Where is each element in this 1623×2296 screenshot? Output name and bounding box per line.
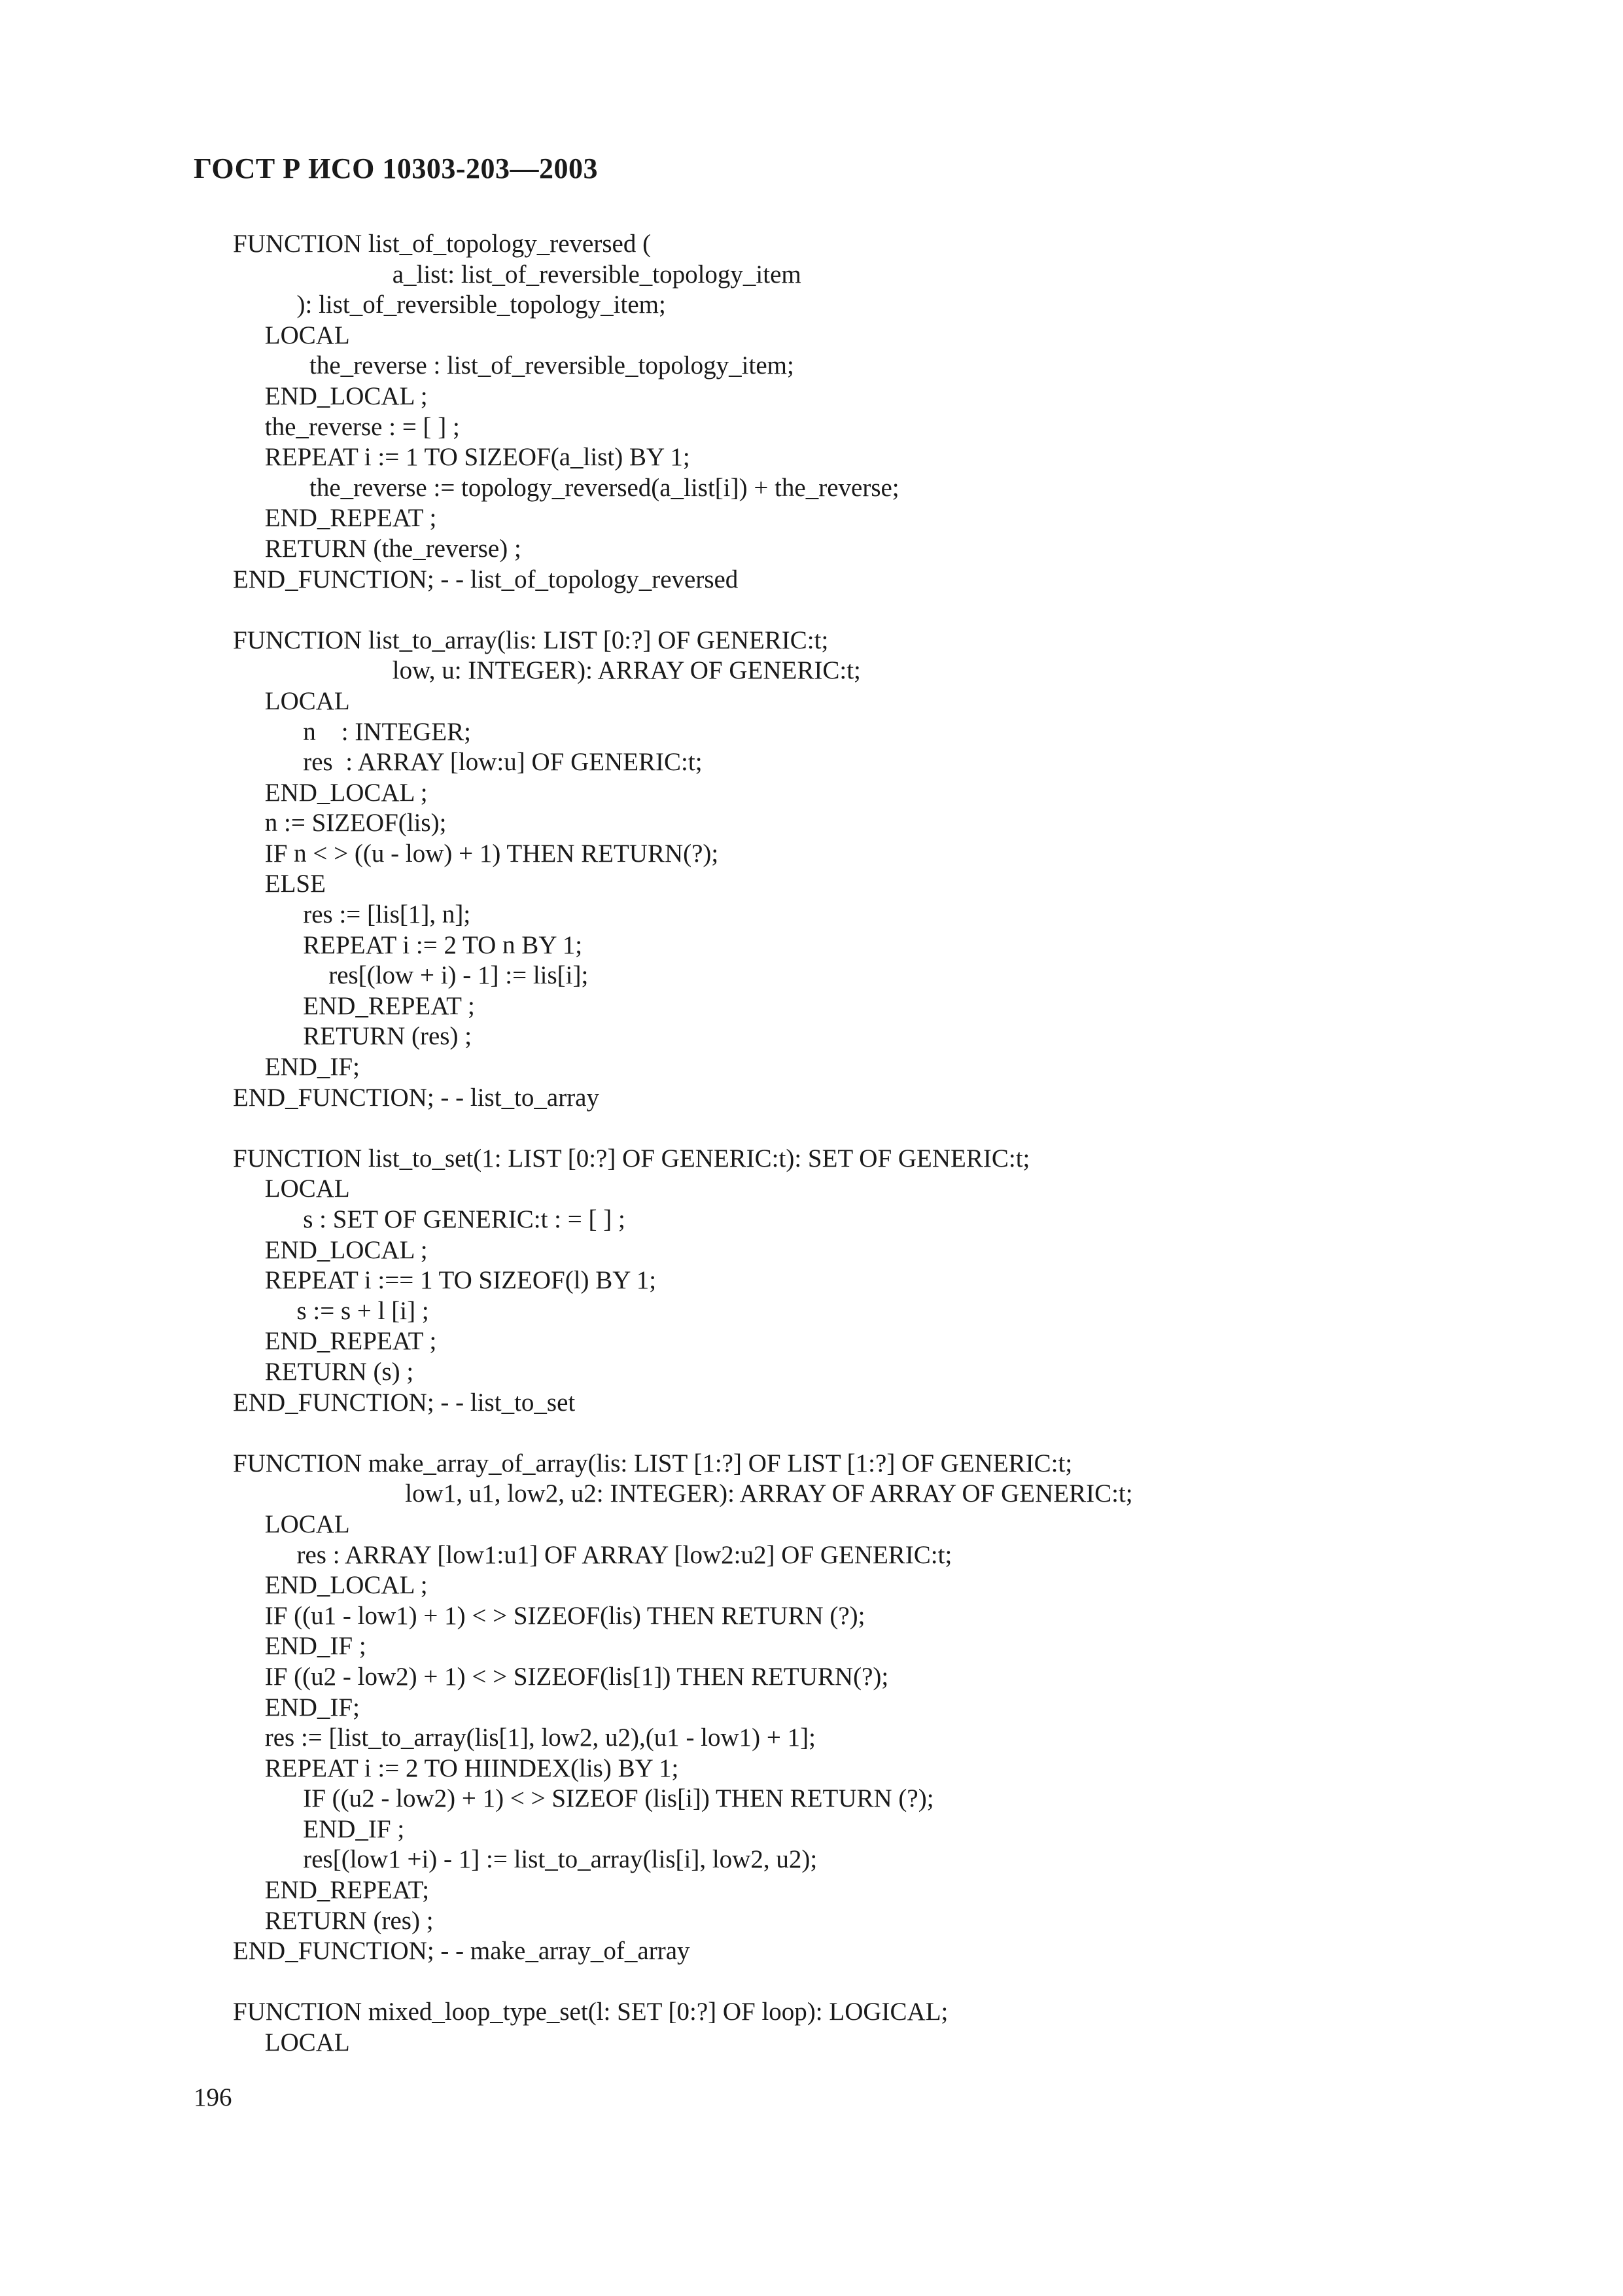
code-blank-line: [233, 595, 1541, 626]
code-blank-line: [233, 1967, 1541, 1998]
code-line-33: s : SET OF GENERIC:t : = [ ] ;: [233, 1205, 625, 1233]
code-line-54: res[(low1 +i) - 1] := list_to_array(lis[i], low2, u2);: [233, 1845, 818, 1874]
code-line-12: END_FUNCTION; - - list_of_topology_reversed: [233, 565, 739, 593]
page-number: 196: [194, 2083, 232, 2111]
code-line-55: END_REPEAT;: [233, 1876, 430, 1905]
code-line-26: END_REPEAT ;: [233, 991, 475, 1020]
code-line-3: ): list_of_reversible_topology_item;: [233, 291, 666, 319]
code-line-45: END_LOCAL ;: [233, 1571, 428, 1600]
code-line-34: END_LOCAL ;: [233, 1235, 428, 1264]
code-line-11: RETURN (the_reverse) ;: [233, 534, 521, 563]
code-line-35: REPEAT i :== 1 TO SIZEOF(l) BY 1;: [233, 1266, 657, 1295]
page-header: ГОСТ Р ИСО 10303-203—2003: [194, 152, 599, 185]
code-line-7: the_reverse : = [ ] ;: [233, 412, 460, 441]
code-line-44: res : ARRAY [low1:u1] OF ARRAY [low2:u2] OF GENERIC:t;: [233, 1540, 952, 1569]
code-line-2: a_list: list_of_reversible_topology_item: [233, 260, 801, 289]
code-line-16: LOCAL: [233, 686, 350, 715]
code-line-39: END_FUNCTION; - - list_to_set: [233, 1388, 576, 1417]
code-line-56: RETURN (res) ;: [233, 1906, 434, 1935]
code-line-32: LOCAL: [233, 1174, 350, 1203]
code-line-49: END_IF;: [233, 1693, 360, 1722]
code-blank-line: [233, 1418, 1541, 1449]
code-line-9: the_reverse := topology_reversed(a_list[i]) + the_reverse;: [233, 473, 899, 502]
code-line-10: END_REPEAT ;: [233, 504, 437, 533]
code-line-6: END_LOCAL ;: [233, 381, 428, 410]
code-line-24: REPEAT i := 2 TO n BY 1;: [233, 930, 583, 959]
code-line-59: FUNCTION mixed_loop_type_set(l: SET [0:?] OF loop): LOGICAL;: [233, 1998, 949, 2026]
code-line-36: s := s + l [i] ;: [233, 1296, 429, 1325]
code-line-52: IF ((u2 - low2) + 1) < > SIZEOF (lis[i]) THEN RETURN (?);: [233, 1784, 934, 1813]
code-line-29: END_FUNCTION; - - list_to_array: [233, 1083, 599, 1112]
code-line-53: END_IF ;: [233, 1814, 405, 1843]
code-line-8: REPEAT i := 1 TO SIZEOF(a_list) BY 1;: [233, 443, 690, 472]
code-line-5: the_reverse : list_of_reversible_topology_item;: [233, 351, 794, 380]
code-line-43: LOCAL: [233, 1510, 350, 1538]
code-line-18: res : ARRAY [low:u] OF GENERIC:t;: [233, 748, 703, 777]
code-line-37: END_REPEAT ;: [233, 1327, 437, 1356]
code-line-15: low, u: INTEGER): ARRAY OF GENERIC:t;: [233, 656, 861, 685]
code-listing: [233, 229, 1541, 2058]
code-line-42: low1, u1, low2, u2: INTEGER): ARRAY OF ARRAY OF GENERIC:t;: [233, 1479, 1133, 1508]
code-line-21: IF n < > ((u - low) + 1) THEN RETURN(?);: [233, 839, 719, 868]
code-line-4: LOCAL: [233, 321, 350, 349]
code-line-31: FUNCTION list_to_set(1: LIST [0:?] OF GENERIC:t): SET OF GENERIC:t;: [233, 1144, 1030, 1173]
code-blank-line: [233, 1113, 1541, 1144]
code-line-17: n : INTEGER;: [233, 717, 471, 746]
code-line-47: END_IF ;: [233, 1632, 366, 1661]
code-line-27: RETURN (res) ;: [233, 1022, 472, 1051]
code-line-46: IF ((u1 - low1) + 1) < > SIZEOF(lis) THEN RETURN (?);: [233, 1601, 865, 1630]
code-line-19: END_LOCAL ;: [233, 778, 428, 807]
code-line-22: ELSE: [233, 870, 326, 898]
code-line-28: END_IF;: [233, 1053, 360, 1082]
code-line-38: RETURN (s) ;: [233, 1357, 414, 1386]
code-line-14: FUNCTION list_to_array(lis: LIST [0:?] OF GENERIC:t;: [233, 626, 829, 654]
code-line-41: FUNCTION make_array_of_array(lis: LIST [1:?] OF LIST [1:?] OF GENERIC:t;: [233, 1449, 1073, 1477]
code-line-51: REPEAT i := 2 TO HIINDEX(lis) BY 1;: [233, 1754, 679, 1782]
code-line-57: END_FUNCTION; - - make_array_of_array: [233, 1937, 690, 1966]
code-line-48: IF ((u2 - low2) + 1) < > SIZEOF(lis[1]) THEN RETURN(?);: [233, 1662, 889, 1691]
code-line-50: res := [list_to_array(lis[1], low2, u2),(u1 - low1) + 1];: [233, 1723, 816, 1752]
code-line-23: res := [lis[1], n];: [233, 900, 471, 929]
code-line-20: n := SIZEOF(lis);: [233, 809, 447, 838]
code-line-25: res[(low + i) - 1] := lis[i];: [233, 961, 589, 990]
code-line-60: LOCAL: [233, 2028, 350, 2057]
code-line-1: FUNCTION list_of_topology_reversed (: [233, 230, 652, 258]
